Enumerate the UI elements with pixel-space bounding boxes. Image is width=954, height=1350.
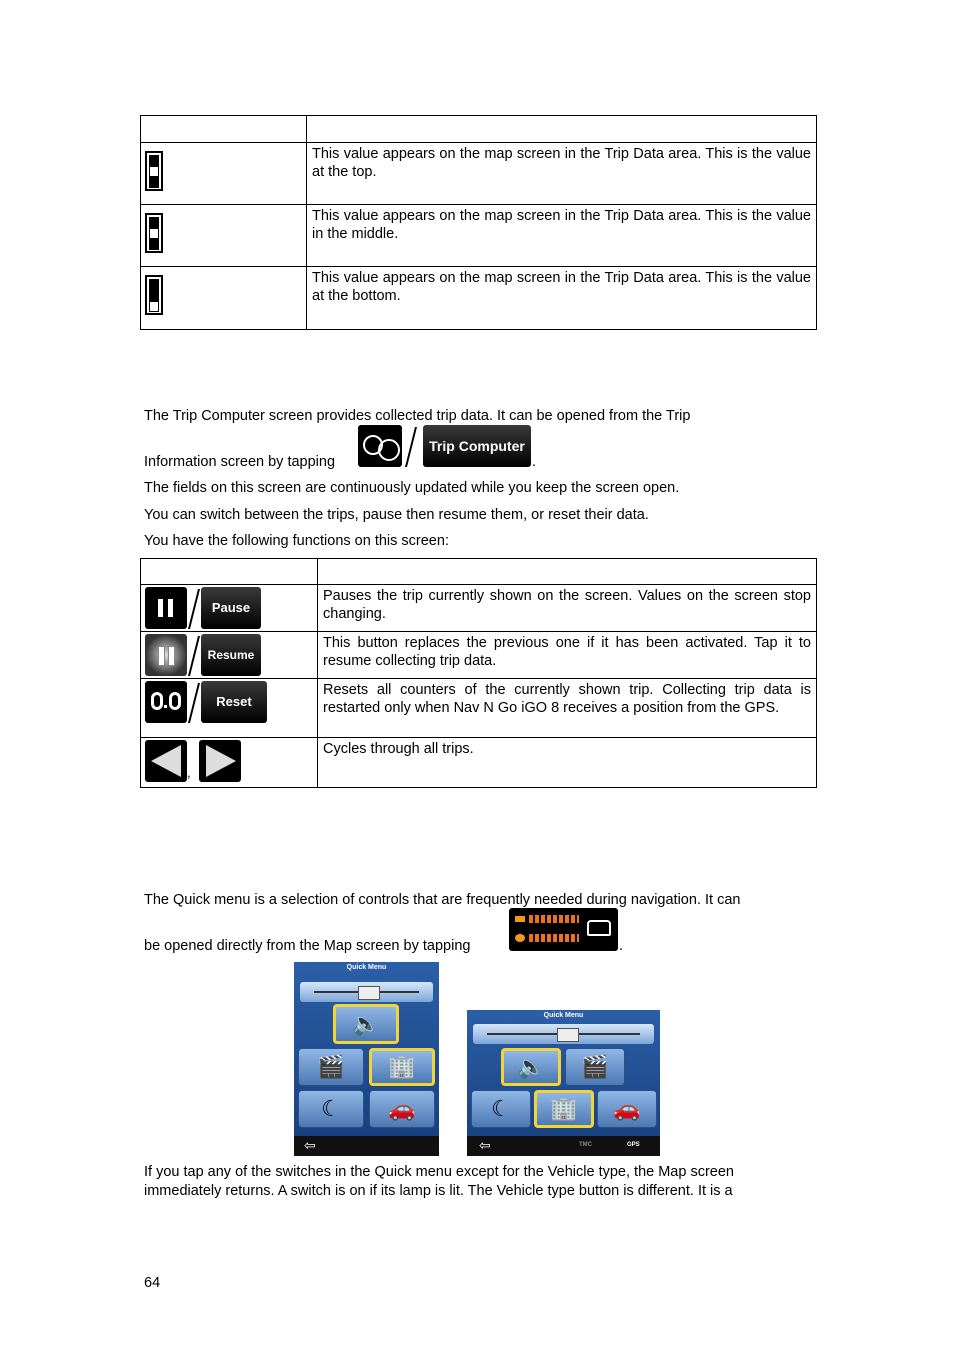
- trip-data-bottom-slot-icon: [145, 275, 163, 315]
- trip-computer-line3: The fields on this screen are continuously updated while you keep the screen open.: [144, 480, 680, 496]
- table2-row-icon-cell: [141, 738, 318, 788]
- back-arrow-icon: ⇦: [479, 1137, 491, 1153]
- quick-menu-intro-text: be opened directly from the Map screen by tapping: [144, 938, 471, 954]
- slash-separator: [187, 587, 201, 629]
- night-mode-tile: [298, 1090, 364, 1128]
- table1-row-icon-cell: [141, 143, 307, 205]
- back-arrow-icon: ⇦: [304, 1137, 316, 1153]
- comma-separator: ,: [187, 765, 191, 780]
- trip-computer-button: Trip Computer: [423, 425, 531, 467]
- table1-row-text: This value appears on the map screen in the Trip Data area. This is the value in the middle.: [307, 205, 817, 267]
- quick-menu-intro-line2: [144, 908, 624, 952]
- quick-menu-bottom-bar: [467, 1136, 660, 1156]
- gps-label: GPS: [627, 1142, 640, 1148]
- volume-slider: [473, 1024, 654, 1044]
- battery-gps-vehicle-icon: [509, 908, 618, 951]
- trip-data-slot-table: [140, 115, 817, 330]
- pause-icon: [145, 587, 187, 629]
- volume-slider-thumb: [358, 986, 380, 1000]
- table1-header-cell-2: [307, 116, 817, 143]
- car-icon: 🚗: [613, 1096, 641, 1121]
- slash-separator: [187, 681, 201, 723]
- table2-row-icon-cell: [141, 632, 318, 679]
- quick-menu-intro-line1: The Quick menu is a selection of controls that are frequently needed during navigation. It can: [144, 892, 741, 908]
- page-number: 64: [144, 1275, 161, 1291]
- clapperboard-icon: 🎬: [581, 1054, 609, 1079]
- sound-tile: [501, 1048, 561, 1086]
- night-mode-tile: [471, 1090, 531, 1128]
- slash-separator: [404, 425, 418, 467]
- slash-separator: [187, 634, 201, 676]
- video-tile: [565, 1048, 625, 1086]
- 3d-buildings-tile: [369, 1048, 435, 1086]
- volume-slider: [300, 982, 433, 1002]
- table1-row-icon-cell: [141, 267, 307, 330]
- table1-row-text: This value appears on the map screen in the Trip Data area. This is the value at the top.: [307, 143, 817, 205]
- vehicle-type-tile: [597, 1090, 657, 1128]
- trip-data-middle-slot-icon: [145, 213, 163, 253]
- resume-button: Resume: [201, 634, 261, 676]
- speaker-icon: 🔈: [352, 1011, 380, 1036]
- quick-menu-title: Quick Menu: [346, 964, 387, 971]
- trip-data-top-slot-icon: [145, 151, 163, 191]
- table2-row-icon-cell: [141, 679, 318, 738]
- buildings-icon: 🏢: [550, 1096, 578, 1121]
- arrow-left-icon: [145, 740, 187, 782]
- resume-icon: [145, 634, 187, 676]
- gauges-icon: [358, 425, 402, 467]
- moon-icon: ☾: [321, 1096, 341, 1121]
- table2-row-icon-cell: [141, 585, 318, 632]
- car-icon: 🚗: [388, 1096, 416, 1121]
- buildings-icon: 🏢: [388, 1054, 416, 1079]
- sound-tile: [333, 1004, 399, 1044]
- trip-computer-functions-table: [140, 558, 817, 788]
- table2-row-text: Resets all counters of the currently shown trip. Collecting trip data is restarted only when Nav N Go iGO 8 receives a position from the GPS.: [318, 679, 817, 738]
- arrow-right-icon: [199, 740, 241, 782]
- trip-computer-line5: You have the following functions on this screen:: [144, 533, 449, 549]
- speaker-icon: 🔈: [517, 1054, 545, 1079]
- table2-row-text: Cycles through all trips.: [318, 738, 817, 788]
- table1-row-icon-cell: [141, 205, 307, 267]
- table2-row-text: Pauses the trip currently shown on the screen. Values on the screen stop changing.: [318, 585, 817, 632]
- table1-row-text: This value appears on the map screen in the Trip Data area. This is the value at the bottom.: [307, 267, 817, 330]
- table2-header-cell-2: [318, 559, 817, 585]
- trip-computer-intro-line1: The Trip Computer screen provides collected trip data. It can be opened from the Trip: [144, 408, 691, 424]
- quick-menu-bottom-bar: [294, 1136, 439, 1156]
- 3d-buildings-tile: [534, 1090, 594, 1128]
- quick-menu-landscape-screenshot: [467, 1010, 660, 1156]
- pause-button: Pause: [201, 587, 261, 629]
- volume-slider-thumb: [557, 1028, 579, 1042]
- video-tile: [298, 1048, 364, 1086]
- tmc-label: TMC: [579, 1142, 592, 1148]
- trip-computer-line4: You can switch between the trips, pause then resume them, or reset their data.: [144, 507, 649, 523]
- reset-button: Reset: [201, 681, 267, 723]
- moon-icon: ☾: [491, 1096, 511, 1121]
- vehicle-type-tile: [369, 1090, 435, 1128]
- table1-header-cell-1: [141, 116, 307, 143]
- clapperboard-icon: 🎬: [317, 1054, 345, 1079]
- period: .: [619, 938, 624, 954]
- period: .: [532, 454, 537, 470]
- quick-menu-portrait-screenshot: [294, 962, 439, 1156]
- reset-icon: [145, 681, 187, 723]
- quick-menu-after-line2: immediately returns. A switch is on if its lamp is lit. The Vehicle type button is different. It is a: [144, 1183, 733, 1199]
- quick-menu-after-line1: If you tap any of the switches in the Quick menu except for the Vehicle type, the Map screen: [144, 1164, 734, 1180]
- trip-computer-intro-text: Information screen by tapping: [144, 454, 336, 470]
- quick-menu-title: Quick Menu: [543, 1012, 584, 1019]
- table2-header-cell-1: [141, 559, 318, 585]
- table2-row-text: This button replaces the previous one if it has been activated. Tap it to resume collecting trip data.: [318, 632, 817, 679]
